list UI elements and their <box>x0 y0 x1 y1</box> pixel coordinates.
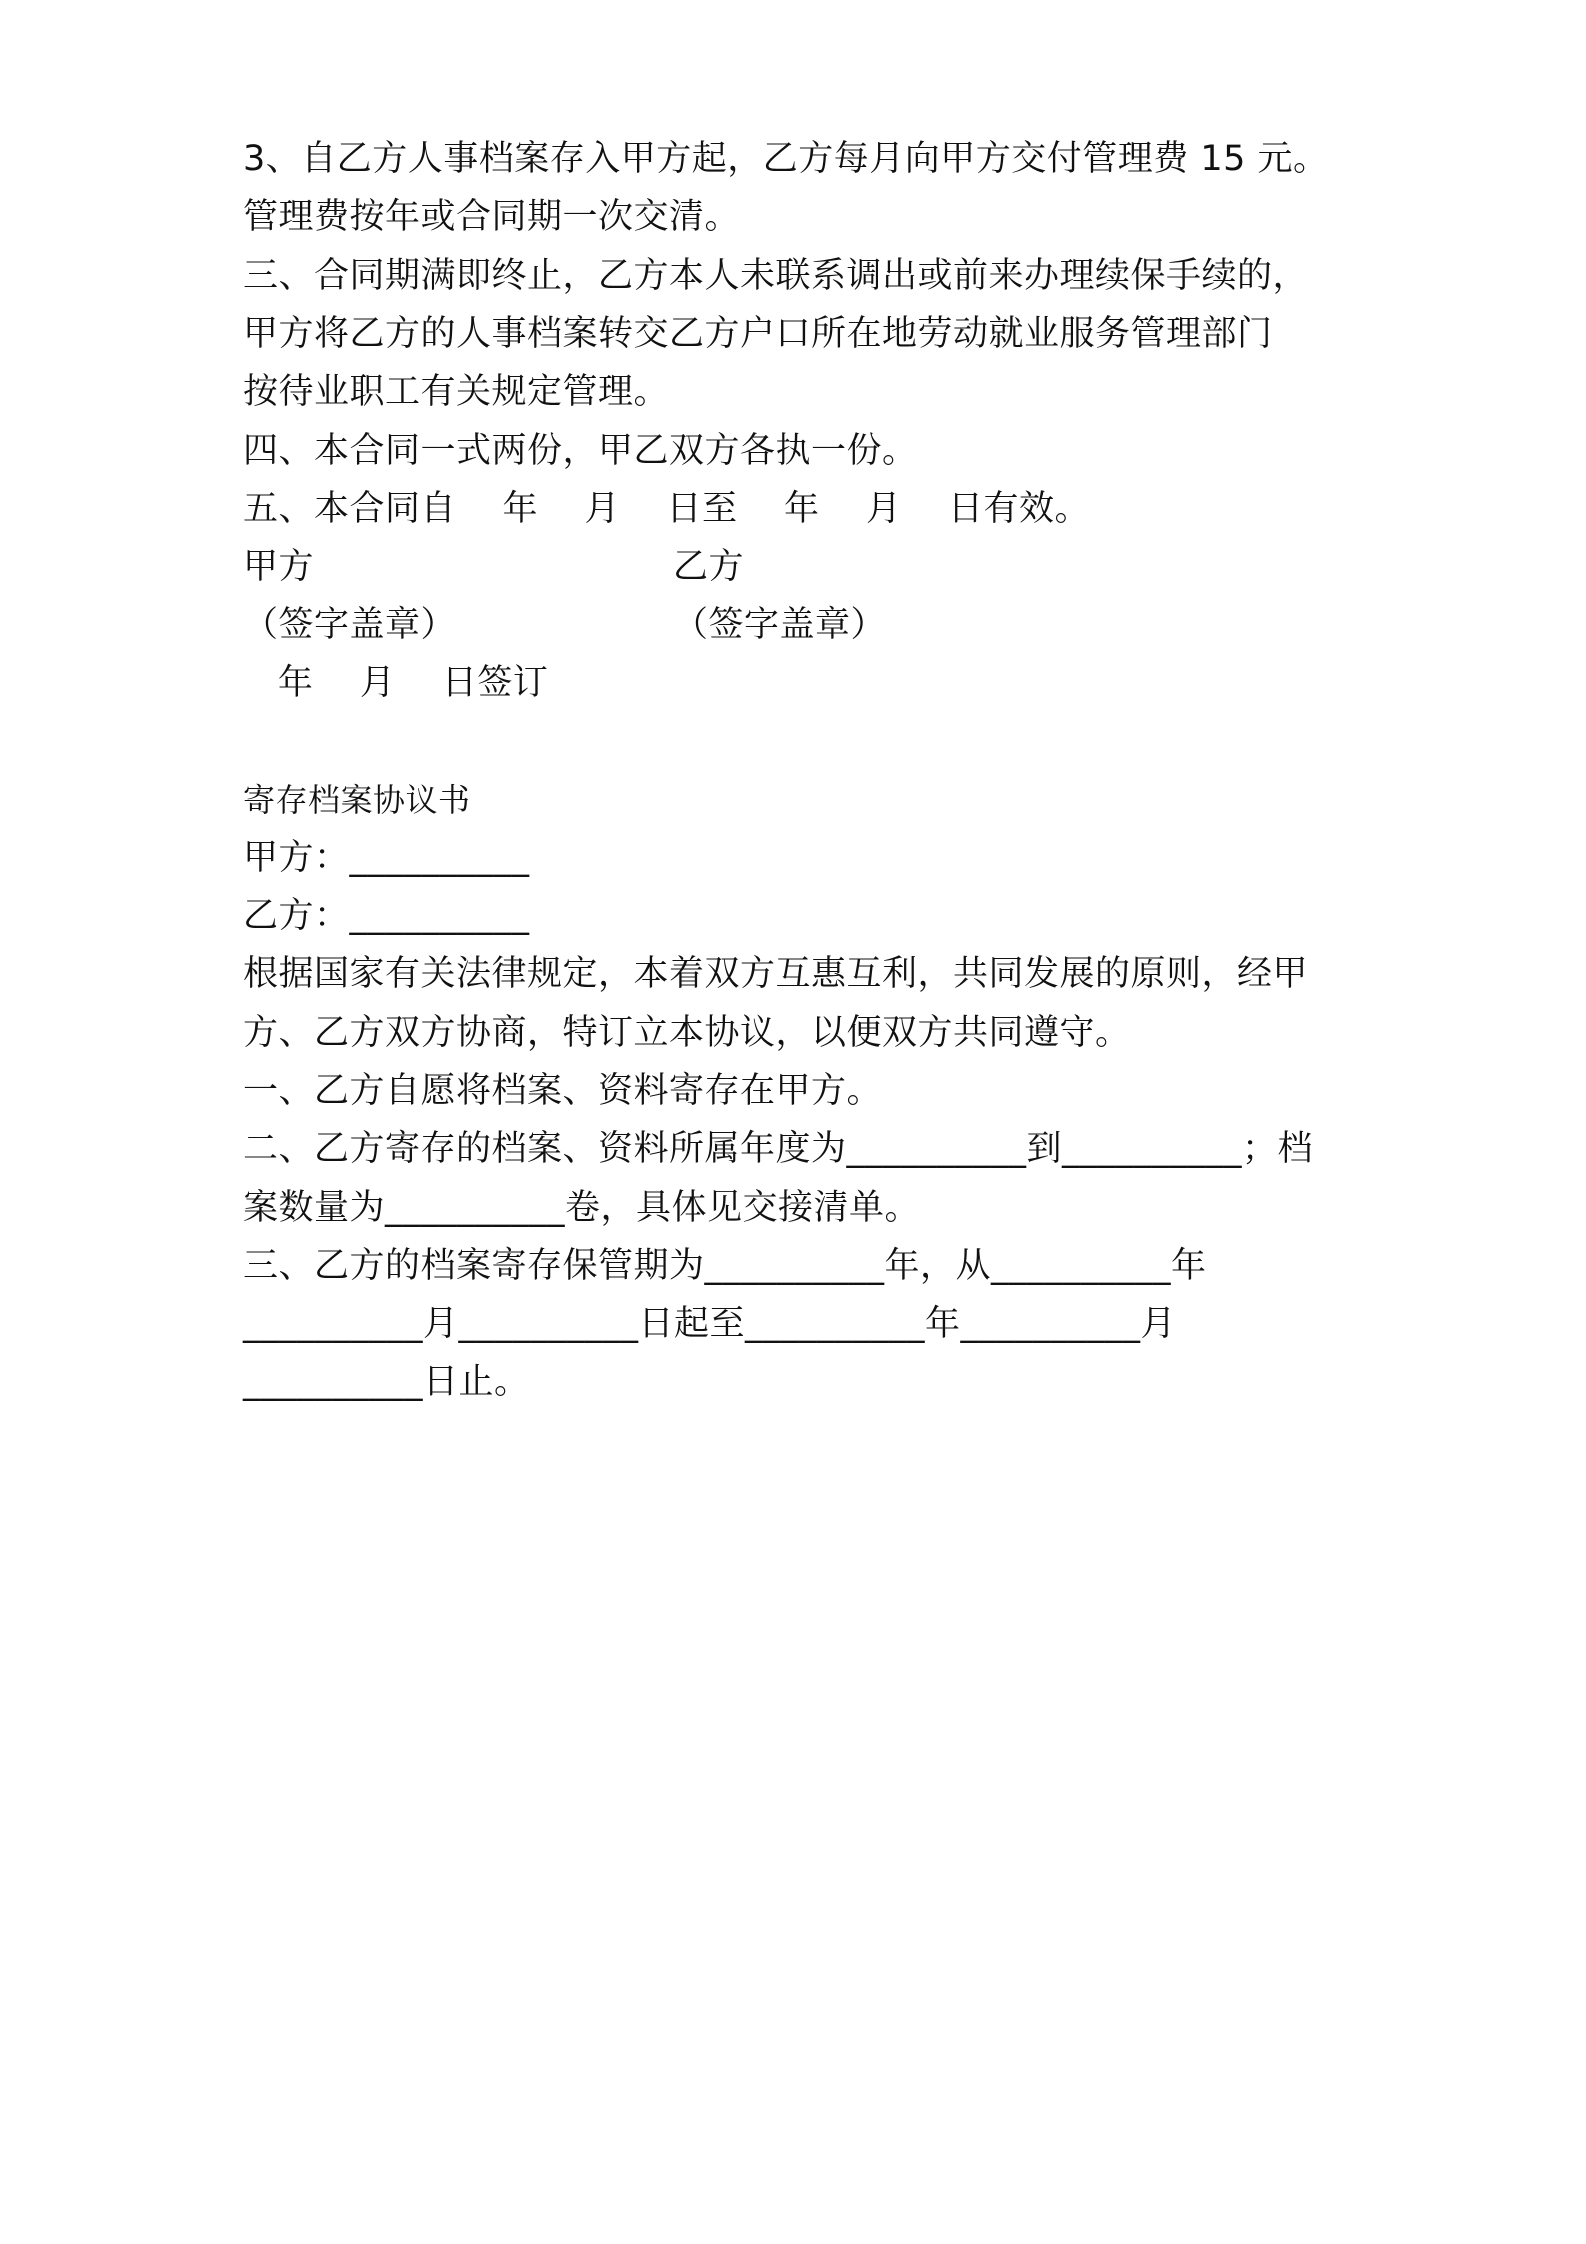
text-line-management: 按待业职工有关规定管理。 <box>243 372 670 412</box>
text-line-payment: 管理费按年或合同期一次交清。 <box>243 197 741 237</box>
agreement-clause-3-line-3: __________日止。 <box>243 1362 530 1402</box>
text-line-clause-5: 五、本合同自 年 月 日至 年 月 日有效。 <box>243 489 1091 529</box>
agreement-clause-2-line-1: 二、乙方寄存的档案、资料所属年度为__________到__________；档 <box>243 1129 1314 1169</box>
agreement-clause-1: 一、乙方自愿将档案、资料寄存在甲方。 <box>243 1071 883 1111</box>
text-line-transfer: 甲方将乙方的人事档案转交乙方户口所在地劳动就业服务管理部门 <box>243 314 1273 354</box>
agreement-preamble-line-2: 方、乙方双方协商，特订立本协议，以便双方共同遵守。 <box>243 1013 1131 1053</box>
text-line-clause-3: 三、合同期满即终止，乙方本人未联系调出或前来办理续保手续的， <box>243 256 1309 296</box>
party-b-label: 乙方 <box>673 547 745 587</box>
party-b-seal: （签字盖章） <box>673 605 887 645</box>
signing-date: 年 月 日签订 <box>243 663 549 703</box>
party-a-label: 甲方 <box>243 547 315 587</box>
text-line-clause-4: 四、本合同一式两份，甲乙双方各执一份。 <box>243 431 918 471</box>
agreement-preamble-line-1: 根据国家有关法律规定，本着双方互惠互利，共同发展的原则，经甲 <box>243 954 1309 994</box>
agreement-party-b-line: 乙方：__________ <box>243 896 530 936</box>
agreement-party-a-line: 甲方：__________ <box>243 838 530 878</box>
agreement-clause-3-line-1: 三、乙方的档案寄存保管期为__________年，从__________年 <box>243 1246 1207 1286</box>
party-a-seal: （签字盖章） <box>243 605 457 645</box>
agreement-title: 寄存档案协议书 <box>243 781 471 819</box>
agreement-clause-2-line-2: 案数量为__________卷，具体见交接清单。 <box>243 1188 921 1228</box>
text-line-fee: 3、自乙方人事档案存入甲方起，乙方每月向甲方交付管理费 15 元。 <box>243 139 1329 179</box>
agreement-clause-3-line-2: __________月__________日起至__________年__________月 <box>243 1304 1177 1344</box>
